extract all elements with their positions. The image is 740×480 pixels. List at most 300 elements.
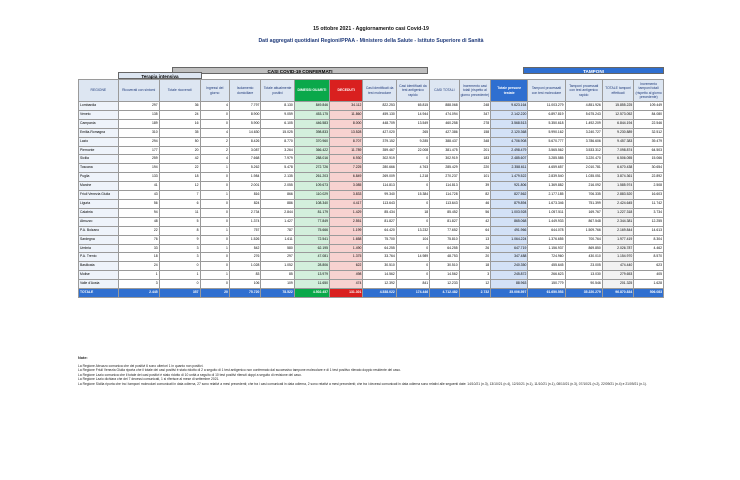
table-cell: 3: [159, 244, 200, 253]
table-cell: 248: [459, 102, 491, 111]
table-cell: 96.870.834: [602, 289, 633, 298]
table-cell: 48: [118, 217, 159, 226]
table-cell: 2.135: [261, 173, 294, 182]
table-cell: 3.734: [634, 208, 664, 217]
table-cell: 8.707: [330, 137, 363, 146]
table-row: [79, 199, 664, 208]
table-cell: 77.652: [430, 226, 459, 235]
table-cell: 81.179: [294, 208, 329, 217]
table-cell: 474.440: [602, 262, 633, 271]
table-cell: 50: [159, 137, 200, 146]
column-header: DIMESSI GUARITI: [294, 80, 329, 102]
region-name: Toscana: [79, 164, 119, 173]
notes-list: [78, 364, 664, 387]
table-cell: 3.220.470: [565, 155, 602, 164]
table-cell: 888.068: [430, 102, 459, 111]
table-cell: 9.623.164: [491, 102, 528, 111]
table-cell: 4: [200, 102, 229, 111]
table-cell: 75.700: [363, 235, 396, 244]
table-cell: 2: [200, 137, 229, 146]
table-cell: 266.623: [528, 271, 565, 280]
table-cell: 240.350: [491, 262, 528, 271]
table-cell: 455.645: [528, 262, 565, 271]
table-cell: 46: [459, 199, 491, 208]
table-cell: 841: [396, 280, 429, 289]
table-cell: 7.668: [229, 155, 260, 164]
table-cell: 4.462: [634, 244, 664, 253]
table-cell: 110.029: [294, 191, 329, 200]
table-cell: 460.258: [430, 119, 459, 128]
table-cell: 20: [200, 289, 229, 298]
table-cell: 5.675.243: [565, 110, 602, 119]
table-cell: 297: [261, 253, 294, 262]
table-cell: 2.026.787: [602, 244, 633, 253]
table-cell: 113.643: [430, 199, 459, 208]
table-cell: 453.175: [294, 110, 329, 119]
table-cell: 11.003.279: [528, 102, 565, 111]
table-cell: 1.369.882: [528, 182, 565, 191]
table-cell: 15.025: [261, 128, 294, 137]
table-row: [79, 226, 664, 235]
table-cell: 94: [118, 208, 159, 217]
table-cell: 623: [634, 262, 664, 271]
table-cell: 64.503: [634, 146, 664, 155]
table-cell: 427.020: [363, 128, 396, 137]
tests-band: TAMPONI: [523, 67, 664, 74]
table-cell: 47.081: [294, 253, 329, 262]
table-cell: 622: [330, 262, 363, 271]
table-cell: 0: [159, 262, 200, 271]
table-cell: 12: [459, 280, 491, 289]
table-cell: 816: [229, 191, 260, 200]
table-cell: 644.078: [528, 226, 565, 235]
table-cell: 822.253: [363, 102, 396, 111]
table-cell: 109: [261, 280, 294, 289]
table-cell: 0: [396, 199, 429, 208]
table-cell: 0: [159, 280, 200, 289]
table-cell: 64.420: [363, 226, 396, 235]
table-cell: 39.479: [634, 137, 664, 146]
table-cell: 294: [118, 137, 159, 146]
column-header: REGIONE: [79, 80, 119, 102]
table-cell: 5.900: [229, 119, 260, 128]
notes-section: [78, 356, 664, 387]
table-cell: 72.541: [294, 235, 329, 244]
table-cell: 2.883.520: [602, 191, 633, 200]
table-cell: 75.720: [229, 289, 260, 298]
table-cell: 81.827: [363, 217, 396, 226]
table-cell: 0: [396, 262, 429, 271]
table-cell: 14.613: [634, 226, 664, 235]
table-cell: 0: [396, 271, 429, 280]
table-cell: 270.237: [430, 173, 459, 182]
table-cell: 12.573.052: [602, 110, 633, 119]
table-cell: 12.233: [430, 280, 459, 289]
table-cell: 81.827: [430, 217, 459, 226]
table-cell: 12.255: [634, 217, 664, 226]
table-cell: 1.028: [229, 262, 260, 271]
table-cell: 1: [118, 271, 159, 280]
table-cell: 35: [159, 128, 200, 137]
table-cell: 18: [118, 253, 159, 262]
table-cell: 1.449.933: [528, 217, 565, 226]
column-header: Ricoverati con sintomi: [118, 80, 159, 102]
table-cell: 24: [118, 262, 159, 271]
table-cell: 381.475: [430, 146, 459, 155]
table-cell: 7.979: [261, 155, 294, 164]
table-cell: 114.813: [363, 182, 396, 191]
table-cell: 18: [459, 262, 491, 271]
table-cell: 2.055: [261, 182, 294, 191]
region-name: Abruzzo: [79, 217, 119, 226]
table-cell: 276: [229, 253, 260, 262]
region-name: Valle d'Aosta: [79, 280, 119, 289]
table-cell: 6: [159, 199, 200, 208]
table-cell: 1.376.655: [528, 235, 565, 244]
table-row: [79, 235, 664, 244]
table-cell: 76: [118, 235, 159, 244]
table-cell: 459.130: [363, 110, 396, 119]
table-cell: 6.105: [261, 119, 294, 128]
table-cell: 0: [200, 110, 229, 119]
table-cell: 8.304: [634, 235, 664, 244]
table-cell: 6.930: [330, 155, 363, 164]
table-cell: 174.446: [396, 289, 429, 298]
table-cell: 3.568.513: [491, 119, 528, 128]
table-cell: 3.786.606: [565, 137, 602, 146]
table-cell: 2.001: [229, 182, 260, 191]
table-cell: 1.984: [229, 173, 260, 182]
table-cell: 11.789: [330, 146, 363, 155]
table-cell: 36: [159, 102, 200, 111]
table-cell: 9.230.889: [602, 128, 633, 137]
table-cell: 15.855.225: [602, 102, 633, 111]
table-cell: 3: [459, 271, 491, 280]
table-cell: 3.533.312: [565, 146, 602, 155]
table-cell: 348: [459, 137, 491, 146]
table-cell: 158: [459, 128, 491, 137]
table-cell: 0: [200, 235, 229, 244]
table-header-row: [79, 80, 664, 102]
column-header: TOTALE tamponi effettuati: [602, 80, 633, 102]
table-cell: 43: [118, 191, 159, 200]
region-name: P.A. Bolzano: [79, 226, 119, 235]
table-cell: 14.562: [363, 271, 396, 280]
table-row: [79, 217, 664, 226]
table-cell: 9.059: [261, 110, 294, 119]
table-cell: 28.806: [294, 262, 329, 271]
table-cell: 82: [459, 191, 491, 200]
table-cell: 3.240.727: [565, 128, 602, 137]
table-cell: 1.154.970: [602, 253, 633, 262]
table-cell: 2.734: [229, 208, 260, 217]
table-cell: 446.583: [294, 119, 329, 128]
table-cell: 64.255: [430, 244, 459, 253]
region-name: Calabria: [79, 208, 119, 217]
table-cell: 75.666: [294, 226, 329, 235]
table-cell: 9.285: [396, 137, 429, 146]
table-cell: 2.839.540: [528, 173, 565, 182]
table-cell: 3.085: [330, 182, 363, 191]
table-cell: 0: [200, 182, 229, 191]
table-cell: 1: [200, 244, 229, 253]
table-cell: 1: [159, 271, 200, 280]
table-cell: 13: [459, 235, 491, 244]
table-cell: 347.488: [491, 253, 528, 262]
table-cell: 106: [229, 280, 260, 289]
table-cell: 13.232: [396, 226, 429, 235]
table-cell: 32.512: [634, 128, 664, 137]
table-cell: 3.833: [330, 191, 363, 200]
table-cell: 88.963: [491, 280, 528, 289]
table-cell: 787: [261, 226, 294, 235]
table-cell: 3.565.562: [528, 146, 565, 155]
table-cell: 1.492.209: [565, 119, 602, 128]
table-row: [79, 182, 664, 191]
table-cell: 22.008: [396, 146, 429, 155]
table-cell: 1: [200, 271, 229, 280]
table-cell: 20: [459, 253, 491, 262]
table-cell: 20: [159, 146, 200, 155]
table-cell: 61.650.553: [528, 289, 565, 298]
table-cell: 34.112: [330, 102, 363, 111]
table-cell: 0: [396, 217, 429, 226]
table-cell: 1.673.346: [528, 199, 565, 208]
table-cell: 2.732: [459, 289, 491, 298]
table-cell: 5.350.618: [528, 119, 565, 128]
table-cell: 5.478: [261, 164, 294, 173]
table-cell: 13.528: [330, 128, 363, 137]
table-cell: 1.218: [396, 173, 429, 182]
table-cell: 0: [200, 208, 229, 217]
table-cell: 201: [459, 146, 491, 155]
table-row: [79, 119, 664, 128]
table-row: [79, 173, 664, 182]
region-name: TOTALE: [79, 289, 119, 298]
table-cell: 2: [200, 146, 229, 155]
region-name: Campania: [79, 119, 119, 128]
table-cell: 2.445: [118, 289, 159, 298]
table-cell: 0: [200, 173, 229, 182]
table-row: [79, 271, 664, 280]
table-cell: 751.399: [565, 199, 602, 208]
table-cell: 189: [118, 119, 159, 128]
table-cell: 16.603: [634, 191, 664, 200]
table-cell: 3.285.585: [528, 155, 565, 164]
table-cell: 114.813: [430, 182, 459, 191]
table-cell: 2.120.368: [491, 128, 528, 137]
table-cell: 14.944: [396, 110, 429, 119]
table-cell: 0: [200, 217, 229, 226]
note-line: La Regione Lazio dichiara che dei 7 decessi comunicati, 1 si riferisce al mese di settembre 2021.: [78, 377, 220, 382]
table-cell: 1.199: [330, 226, 363, 235]
table-cell: 183: [459, 155, 491, 164]
table-cell: 261.203: [294, 173, 329, 182]
table-cell: 7.225: [330, 164, 363, 173]
table-cell: 56: [459, 208, 491, 217]
table-cell: 5.990.162: [528, 128, 565, 137]
table-cell: 1.427: [261, 217, 294, 226]
table-cell: 278: [459, 119, 491, 128]
cases-band: CASI COVID-19 CONFERMATI: [172, 67, 428, 74]
column-header: DECEDUTI: [330, 80, 363, 102]
table-row: [79, 208, 664, 217]
column-header: Totale attualmente positivi: [261, 80, 294, 102]
table-cell: 12.392: [363, 280, 396, 289]
column-header: Ingressi del giorno: [200, 80, 229, 102]
table-cell: 133: [118, 173, 159, 182]
table-cell: 201.325: [602, 280, 633, 289]
table-cell: 11.742: [634, 199, 664, 208]
table-cell: 2.424.645: [602, 199, 633, 208]
table-cell: 1.057.511: [528, 208, 565, 217]
table-cell: 1.003.928: [491, 208, 528, 217]
table-cell: 65.815: [396, 102, 429, 111]
table-cell: 0: [200, 199, 229, 208]
table-cell: 90.546: [565, 280, 602, 289]
covid-table: [78, 79, 664, 298]
table-cell: 2.142.220: [491, 110, 528, 119]
table-cell: 8.900: [229, 110, 260, 119]
note-line: La Regione Sicilia riporta che tra i tamponi molecolari comunicati in data odierna, 27 sono relativi a mesi precedenti; che tra i casi comunicati in data odierna, 2 sono relativi a mesi precedenti; che tra i decessi comunicati in data odierna sono relativi alle seguenti date: 14/10/21 (n.3), 13/10/21 (n.4), 12/10/21 (n.1), 11/10/21 (n.1), 08/10/21 (n.3), 07/10/21 (n.2), 22/09/21 (n.4) e 21/09/21 (n.1).: [78, 381, 647, 386]
table-cell: 1.585.974: [602, 182, 633, 191]
table-row: [79, 102, 664, 111]
table-cell: 1.628: [634, 280, 664, 289]
table-cell: 6.849: [330, 173, 363, 182]
table-cell: 64.255: [363, 244, 396, 253]
column-header: Totale ricoverati: [159, 80, 200, 102]
table-cell: 5: [159, 217, 200, 226]
region-name: Piemonte: [79, 146, 119, 155]
report-sheet: [78, 26, 664, 418]
table-cell: 6.897.819: [528, 110, 565, 119]
table-cell: 85: [261, 271, 294, 280]
table-cell: 62.195: [294, 244, 329, 253]
table-cell: 647.719: [491, 244, 528, 253]
table-cell: 8.770: [261, 137, 294, 146]
column-header: Isolamento domiciliare: [229, 80, 260, 102]
table-cell: 7: [159, 191, 200, 200]
table-row: [79, 146, 664, 155]
region-name: Emilia-Romagna: [79, 128, 119, 137]
table-row: [79, 253, 664, 262]
table-cell: 302.919: [430, 155, 459, 164]
table-cell: 2.344.381: [602, 217, 633, 226]
table-cell: 430.010: [565, 253, 602, 262]
table-cell: 5.670.777: [528, 137, 565, 146]
table-cell: 6.844.194: [602, 119, 633, 128]
table-row: [79, 110, 664, 119]
table-cell: 357: [159, 289, 200, 298]
table-cell: 39: [459, 182, 491, 191]
table-cell: 35.006.597: [491, 289, 528, 298]
region-name: Friuli Venezia Giulia: [79, 191, 119, 200]
table-cell: 2.844: [261, 208, 294, 217]
table-row: [79, 164, 664, 173]
table-cell: 84.080: [634, 110, 664, 119]
table-cell: 15.384: [396, 191, 429, 200]
table-cell: 15.066: [634, 155, 664, 164]
table-cell: 99.340: [363, 191, 396, 200]
column-header: Incremento casi totali (rispetto al giorno precedente): [459, 80, 491, 102]
table-cell: 1.977.419: [602, 235, 633, 244]
table-cell: 4.502.457: [294, 289, 329, 298]
table-cell: 11: [159, 208, 200, 217]
table-row: [79, 128, 664, 137]
table-cell: 2.169.844: [602, 226, 633, 235]
region-name: Marche: [79, 182, 119, 191]
table-cell: 8: [159, 226, 200, 235]
table-row: [79, 191, 664, 200]
table-cell: 3.264: [261, 146, 294, 155]
table-cell: 13.030: [565, 271, 602, 280]
region-name: Molise: [79, 271, 119, 280]
table-cell: 14.562: [430, 271, 459, 280]
table-cell: 48.753: [430, 253, 459, 262]
table-cell: 724.960: [528, 253, 565, 262]
table-cell: 83: [229, 271, 260, 280]
column-header: Casi identificati da test antigenico rapido: [396, 80, 429, 102]
column-header: Casi identificati da test molecolare: [363, 80, 396, 102]
table-cell: 0: [396, 182, 429, 191]
report-subtitle: Dati aggregati quotidiani Regioni/PPAA - Ministero della Salute - Istituto Superiore di Sanità: [258, 38, 484, 44]
table-cell: 13.979: [294, 271, 329, 280]
table-cell: 24: [159, 110, 200, 119]
table-cell: 104: [396, 235, 429, 244]
table-cell: 2.508: [634, 182, 664, 191]
table-cell: 700.764: [565, 235, 602, 244]
table-cell: 869.850: [565, 244, 602, 253]
table-cell: 77.849: [294, 217, 329, 226]
table-cell: 879.894: [491, 199, 528, 208]
table-cell: 4.659.657: [528, 164, 565, 173]
totals-row: [79, 289, 664, 298]
table-cell: 8.426: [229, 137, 260, 146]
table-cell: 359.467: [363, 146, 396, 155]
table-row: [79, 155, 664, 164]
table-body: [79, 102, 664, 298]
table-cell: 427.386: [430, 128, 459, 137]
table-cell: 177: [118, 146, 159, 155]
table-cell: 33.764: [363, 253, 396, 262]
region-name: Veneto: [79, 110, 119, 119]
table-cell: 18: [396, 208, 429, 217]
table-cell: 109.673: [294, 182, 329, 191]
table-cell: 2.551: [330, 217, 363, 226]
table-cell: 398.833: [294, 128, 329, 137]
table-cell: 379.152: [363, 137, 396, 146]
table-cell: 114.728: [430, 191, 459, 200]
table-cell: 1.509.766: [565, 226, 602, 235]
table-cell: 370.960: [294, 137, 329, 146]
table-cell: 1.490: [330, 244, 363, 253]
table-cell: 886: [261, 199, 294, 208]
table-cell: 4.763: [396, 164, 429, 173]
table-cell: 3.087: [229, 146, 260, 155]
table-cell: 0: [200, 119, 229, 128]
table-cell: 366.422: [294, 146, 329, 155]
table-cell: 2.498.479: [491, 146, 528, 155]
table-cell: 169.767: [565, 208, 602, 217]
table-cell: 1: [200, 226, 229, 235]
table-cell: 4.712.482: [430, 289, 459, 298]
table-cell: 30.654: [634, 164, 664, 173]
table-cell: 265: [396, 128, 429, 137]
table-cell: 42: [159, 155, 200, 164]
table-cell: 347: [459, 110, 491, 119]
report-title: 15 ottobre 2021 - Aggiornamento casi Covid-19: [313, 26, 429, 32]
table-cell: 3.874.361: [602, 173, 633, 182]
